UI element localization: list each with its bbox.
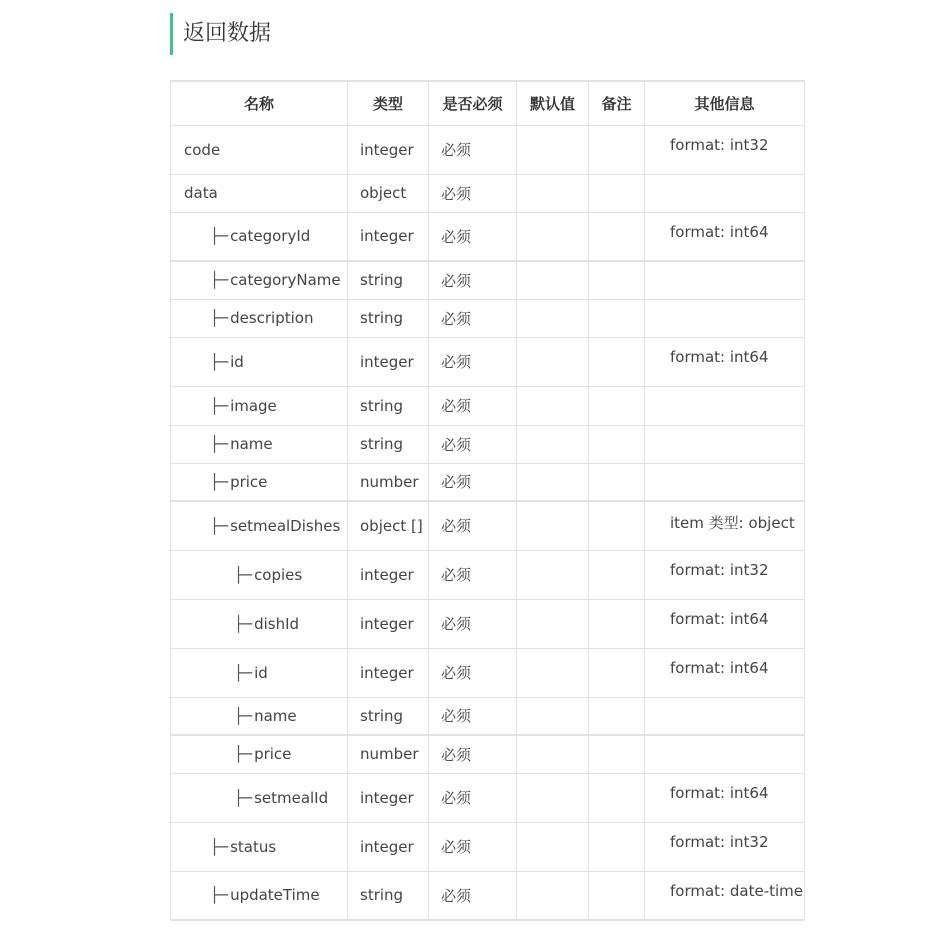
field-name-cell	[171, 871, 348, 920]
field-required: 必须	[429, 261, 517, 299]
field-name-cell	[171, 550, 348, 599]
field-name-wrapper	[184, 664, 268, 682]
header-required: 是否必须	[429, 81, 517, 125]
field-required: 必须	[429, 871, 517, 920]
field-extra	[645, 697, 805, 735]
field-name-cell	[171, 212, 348, 261]
field-default	[517, 125, 589, 174]
field-name: status	[230, 837, 277, 856]
field-note	[589, 822, 645, 871]
field-note	[589, 550, 645, 599]
field-extra: format: int64	[645, 648, 805, 697]
tree-branch-icon: ├─	[234, 745, 253, 764]
field-name-wrapper	[184, 473, 267, 491]
field-default	[517, 773, 589, 822]
field-type: string	[348, 299, 429, 337]
field-note	[589, 463, 645, 501]
response-fields-table	[170, 80, 805, 921]
field-extra	[645, 299, 805, 337]
field-name-wrapper	[184, 566, 302, 584]
field-extra: format: int32	[645, 822, 805, 871]
field-name: categoryName	[230, 271, 341, 290]
field-required: 必须	[429, 299, 517, 337]
field-name: price	[230, 472, 268, 491]
tree-branch-icon: ├─	[210, 516, 229, 535]
field-name: data	[184, 184, 218, 202]
field-name: name	[230, 435, 273, 453]
field-type: integer	[348, 212, 429, 261]
field-name: setmealId	[254, 788, 329, 807]
field-required: 必须	[429, 212, 517, 261]
header-type: 类型	[348, 81, 429, 125]
field-note	[589, 386, 645, 425]
header-extra: 其他信息	[645, 81, 805, 125]
field-name-wrapper	[184, 141, 220, 159]
field-type: string	[348, 697, 429, 735]
field-name-cell	[171, 386, 348, 425]
field-default	[517, 386, 589, 425]
field-name: price	[254, 745, 292, 764]
field-type: integer	[348, 648, 429, 697]
field-type: integer	[348, 125, 429, 174]
field-name: id	[254, 663, 268, 682]
field-name-cell	[171, 174, 348, 212]
field-extra: item 类型: object	[645, 501, 805, 550]
field-extra: format: int64	[645, 337, 805, 386]
field-name-wrapper	[184, 789, 328, 807]
field-name: updateTime	[230, 886, 320, 905]
table-row	[171, 261, 805, 299]
field-type: integer	[348, 822, 429, 871]
field-name-wrapper	[184, 397, 277, 415]
field-note	[589, 871, 645, 920]
table-header-row	[171, 81, 805, 125]
field-name-wrapper	[184, 886, 320, 904]
table-row	[171, 299, 805, 337]
table-row	[171, 337, 805, 386]
field-name: categoryId	[230, 227, 311, 246]
field-required: 必须	[429, 735, 517, 773]
field-required: 必须	[429, 697, 517, 735]
field-default	[517, 735, 589, 773]
table-row	[171, 773, 805, 822]
field-type: string	[348, 261, 429, 299]
tree-branch-icon: ├─	[210, 271, 229, 290]
field-default	[517, 871, 589, 920]
field-extra: format: int64	[645, 599, 805, 648]
tree-branch-icon: ├─	[210, 309, 229, 327]
field-note	[589, 299, 645, 337]
field-extra	[645, 174, 805, 212]
tree-branch-icon: ├─	[234, 614, 253, 633]
table-row	[171, 550, 805, 599]
field-type: integer	[348, 773, 429, 822]
field-note	[589, 425, 645, 463]
field-required: 必须	[429, 425, 517, 463]
field-note	[589, 648, 645, 697]
field-type: string	[348, 386, 429, 425]
field-note	[589, 337, 645, 386]
field-note	[589, 261, 645, 299]
table-row	[171, 212, 805, 261]
table-row	[171, 125, 805, 174]
table-row	[171, 501, 805, 550]
field-name-wrapper	[184, 227, 310, 245]
field-note	[589, 125, 645, 174]
field-name-cell	[171, 735, 348, 773]
field-type: object []	[348, 501, 429, 550]
table-row	[171, 735, 805, 773]
tree-branch-icon: ├─	[234, 706, 253, 725]
field-required: 必须	[429, 501, 517, 550]
field-required: 必须	[429, 125, 517, 174]
header-default: 默认值	[517, 81, 589, 125]
field-name-wrapper	[184, 745, 291, 763]
field-name: name	[254, 706, 297, 725]
field-extra: format: date-time	[645, 871, 805, 920]
field-default	[517, 463, 589, 501]
field-name-cell	[171, 261, 348, 299]
field-name: code	[184, 140, 221, 159]
table-row	[171, 871, 805, 920]
field-name-cell	[171, 822, 348, 871]
tree-branch-icon: ├─	[234, 565, 253, 584]
tree-branch-icon: ├─	[234, 663, 253, 682]
tree-branch-icon: ├─	[234, 788, 253, 807]
table-body	[171, 125, 805, 920]
field-name: dishId	[254, 614, 300, 633]
field-default	[517, 822, 589, 871]
field-note	[589, 599, 645, 648]
field-name: setmealDishes	[230, 516, 341, 535]
field-required: 必须	[429, 773, 517, 822]
field-name-cell	[171, 648, 348, 697]
field-name-wrapper	[184, 353, 244, 371]
tree-branch-icon: ├─	[210, 435, 229, 453]
field-note	[589, 174, 645, 212]
field-type: object	[348, 174, 429, 212]
field-required: 必须	[429, 337, 517, 386]
header-name: 名称	[171, 81, 348, 125]
field-extra: format: int64	[645, 773, 805, 822]
field-extra	[645, 463, 805, 501]
field-name-cell	[171, 299, 348, 337]
field-required: 必须	[429, 599, 517, 648]
field-required: 必须	[429, 822, 517, 871]
field-type: integer	[348, 337, 429, 386]
field-name-wrapper	[184, 517, 340, 535]
field-extra: format: int64	[645, 212, 805, 261]
field-name-cell	[171, 463, 348, 501]
field-name: copies	[254, 565, 303, 584]
tree-branch-icon: ├─	[210, 886, 229, 905]
tree-branch-icon: ├─	[210, 227, 229, 246]
field-default	[517, 212, 589, 261]
table-row	[171, 822, 805, 871]
field-default	[517, 697, 589, 735]
field-name-cell	[171, 425, 348, 463]
field-type: number	[348, 735, 429, 773]
field-note	[589, 773, 645, 822]
field-name-wrapper	[184, 435, 273, 453]
field-default	[517, 337, 589, 386]
field-note	[589, 697, 645, 735]
field-type: number	[348, 463, 429, 501]
field-name: id	[230, 352, 244, 371]
field-default	[517, 425, 589, 463]
field-extra	[645, 735, 805, 773]
field-name-wrapper	[184, 707, 297, 725]
field-name-wrapper	[184, 838, 276, 856]
field-name-wrapper	[184, 615, 299, 633]
field-extra	[645, 261, 805, 299]
field-extra	[645, 425, 805, 463]
field-note	[589, 501, 645, 550]
field-default	[517, 550, 589, 599]
field-type: integer	[348, 550, 429, 599]
field-name-cell	[171, 697, 348, 735]
section-title: 返回数据	[170, 13, 271, 55]
field-required: 必须	[429, 648, 517, 697]
field-type: integer	[348, 599, 429, 648]
field-default	[517, 174, 589, 212]
tree-branch-icon: ├─	[210, 837, 229, 856]
field-default	[517, 501, 589, 550]
field-required: 必须	[429, 174, 517, 212]
table-row	[171, 599, 805, 648]
field-default	[517, 299, 589, 337]
field-name-wrapper	[184, 271, 341, 289]
tree-branch-icon: ├─	[210, 472, 229, 491]
field-default	[517, 648, 589, 697]
field-required: 必须	[429, 550, 517, 599]
tree-branch-icon: ├─	[210, 352, 229, 371]
field-default	[517, 261, 589, 299]
table-row	[171, 697, 805, 735]
field-extra: format: int32	[645, 550, 805, 599]
field-type: string	[348, 871, 429, 920]
field-extra	[645, 386, 805, 425]
field-type: string	[348, 425, 429, 463]
table-row	[171, 648, 805, 697]
table-row	[171, 463, 805, 501]
tree-branch-icon: ├─	[210, 396, 229, 415]
table-row	[171, 425, 805, 463]
field-note	[589, 212, 645, 261]
field-name: image	[230, 396, 277, 415]
field-default	[517, 599, 589, 648]
field-name-wrapper	[184, 309, 313, 327]
field-name: description	[230, 309, 314, 327]
field-required: 必须	[429, 386, 517, 425]
field-name-wrapper	[184, 184, 218, 202]
field-required: 必须	[429, 463, 517, 501]
field-extra: format: int32	[645, 125, 805, 174]
table-row	[171, 174, 805, 212]
field-name-cell	[171, 599, 348, 648]
table-row	[171, 386, 805, 425]
field-name-cell	[171, 125, 348, 174]
field-note	[589, 735, 645, 773]
field-name-cell	[171, 773, 348, 822]
field-name-cell	[171, 501, 348, 550]
field-name-cell	[171, 337, 348, 386]
header-note: 备注	[589, 81, 645, 125]
